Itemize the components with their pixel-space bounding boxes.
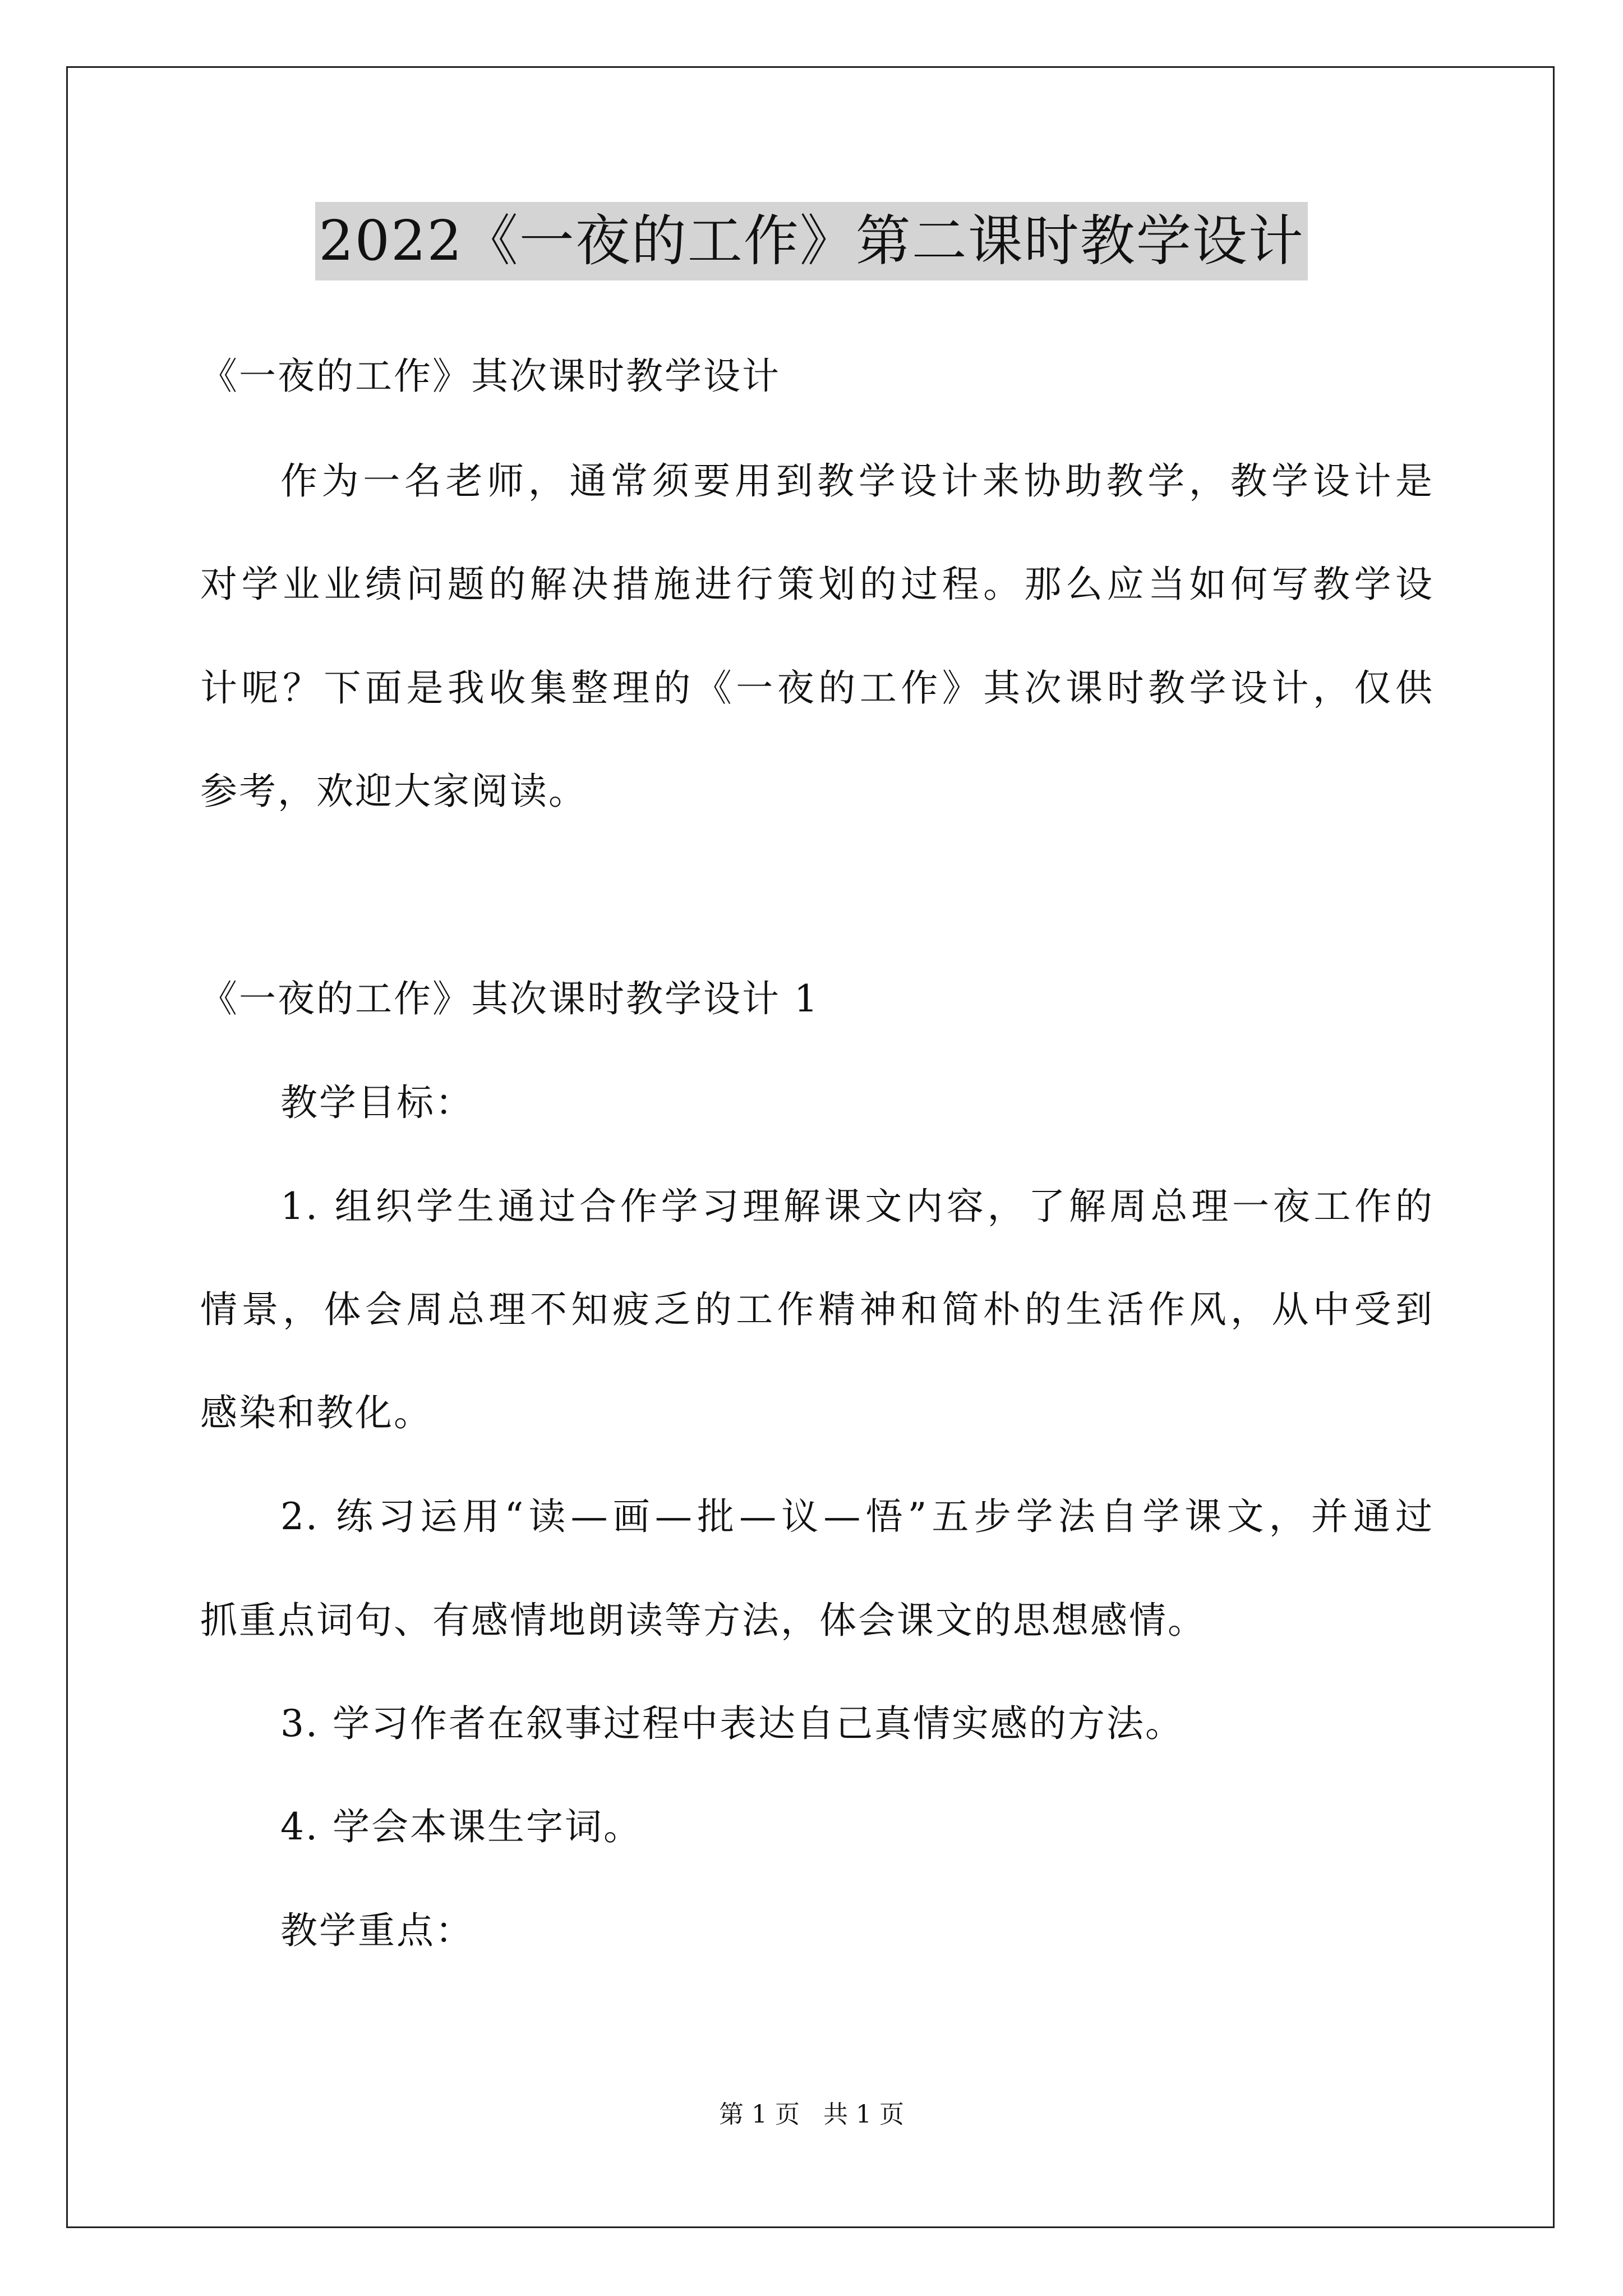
goal-1-line-3: 感染和教化。	[200, 1391, 432, 1434]
page-total: 共 1 页	[823, 2100, 904, 2129]
goal-2-line-2: 抓重点词句、有感情地朗读等方法，体会课文的思想感情。	[200, 1599, 1206, 1642]
title-container	[0, 202, 1623, 280]
goal-1-line-2: 情景，体会周总理不知疲乏的工作精神和简朴的生活作风，从中受到	[200, 1288, 1434, 1331]
intro-line-4: 参考，欢迎大家阅读。	[200, 770, 587, 813]
section-title: 《一夜的工作》其次课时教学设计 1	[200, 977, 819, 1020]
goal-1-line-1: 1. 组织学生通过合作学习理解课文内容，了解周总理一夜工作的	[280, 1185, 1434, 1228]
key-points-heading: 教学重点：	[280, 1909, 474, 1952]
page-number: 第 1 页	[719, 2100, 800, 2129]
goal-3: 3. 学习作者在叙事过程中表达自己真情实感的方法。	[280, 1702, 1184, 1745]
intro-line-2: 对学业业绩问题的解决措施进行策划的过程。那么应当如何写教学设	[200, 563, 1434, 606]
goals-heading: 教学目标：	[280, 1081, 474, 1124]
goal-2-line-1: 2. 练习运用“读—画—批—议—悟”五步学法自学课文，并通过	[280, 1495, 1434, 1538]
subtitle: 《一夜的工作》其次课时教学设计	[200, 355, 781, 398]
goal-4: 4. 学会本课生字词。	[280, 1805, 642, 1848]
intro-line-1: 作为一名老师，通常须要用到教学设计来协助教学，教学设计是	[280, 459, 1434, 503]
page-footer	[0, 2098, 1623, 2132]
document-title: 2022《一夜的工作》第二课时教学设计	[315, 202, 1307, 280]
intro-line-3: 计呢？下面是我收集整理的《一夜的工作》其次课时教学设计，仅供	[200, 666, 1434, 710]
